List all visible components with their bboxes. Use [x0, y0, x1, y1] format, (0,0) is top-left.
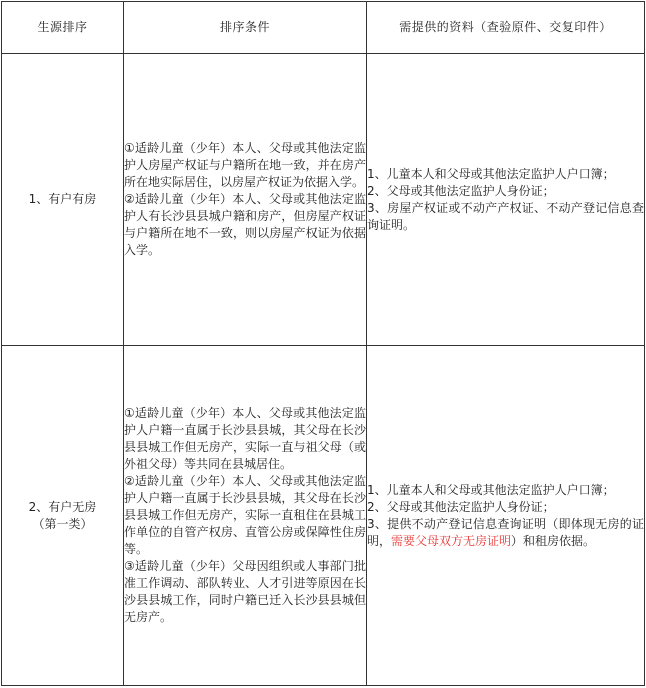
- document-item: 3、房屋产权证或不动产产权证、不动产登记信息查询证明。: [367, 200, 644, 232]
- document-item: 2、父母或其他法定监护人身份证；: [367, 183, 555, 198]
- row-category: [2, 54, 124, 346]
- row-category: [2, 346, 124, 686]
- highlighted-requirement: 需要父母双方无房证明: [391, 533, 512, 548]
- condition-item: ②适龄儿童（少年）本人、父母或其他法定监护人有长沙县县城户籍和房产，但房屋产权证与户籍所在地不一致，则以房屋产权证为依据入学。: [124, 192, 366, 257]
- category-label: 1、有户有房: [28, 192, 97, 206]
- document-item: 1、儿童本人和父母或其他法定监护人户口簿；: [367, 166, 615, 181]
- condition-item: ②适龄儿童（少年）本人、父母或其他法定监护人户籍一直属于长沙县县城，其父母在长沙县县城工作但无房产，实际一直租住在县城工作单位的自管产权房、直管公房或保障性住房等。: [124, 474, 366, 556]
- admission-priority-table: [1, 1, 645, 686]
- document-item: [367, 516, 644, 550]
- header-required-documents: 需提供的资料（查验原件、交复印件）: [367, 2, 645, 54]
- condition-item: ①适龄儿童（少年）本人、父母或其他法定监护人房屋产权证与户籍所在地一致，并在房产所在地实际居住，以房屋产权证为依据入学。: [124, 141, 366, 189]
- table-row: [2, 346, 645, 686]
- document-text: 3、提供不动产登记信息查询证明（即体现无房的证明，: [367, 516, 644, 548]
- document-item: 2、父母或其他法定监护人身份证；: [367, 499, 555, 514]
- header-conditions: 排序条件: [124, 2, 367, 54]
- document-text: ）和租房依据。: [511, 533, 596, 548]
- conditions-cell: [124, 54, 367, 346]
- condition-item: ①适龄儿童（少年）本人、父母或其他法定监护人户籍一直属于长沙县县城，其父母在长沙县县城工作但无房产，实际一直与祖父母（或外祖父母）等共同在县城居住。: [124, 406, 366, 471]
- table-header-row: [2, 2, 645, 54]
- category-label: 2、有户无房: [28, 499, 97, 514]
- document-item: 1、儿童本人和父母或其他法定监护人户口簿；: [367, 482, 615, 497]
- documents-cell: [367, 346, 645, 686]
- condition-item: ③适龄儿童（少年）父母因组织或人事部门批准工作调动、部队转业、人才引进等原因在长沙县县城工作，同时户籍已迁入长沙县县城但无房产。: [124, 559, 366, 624]
- table-row: [2, 54, 645, 346]
- conditions-cell: [124, 346, 367, 686]
- header-student-priority: 生源排序: [2, 2, 124, 54]
- documents-cell: [367, 54, 645, 346]
- category-sublabel: （第一类）: [32, 516, 93, 531]
